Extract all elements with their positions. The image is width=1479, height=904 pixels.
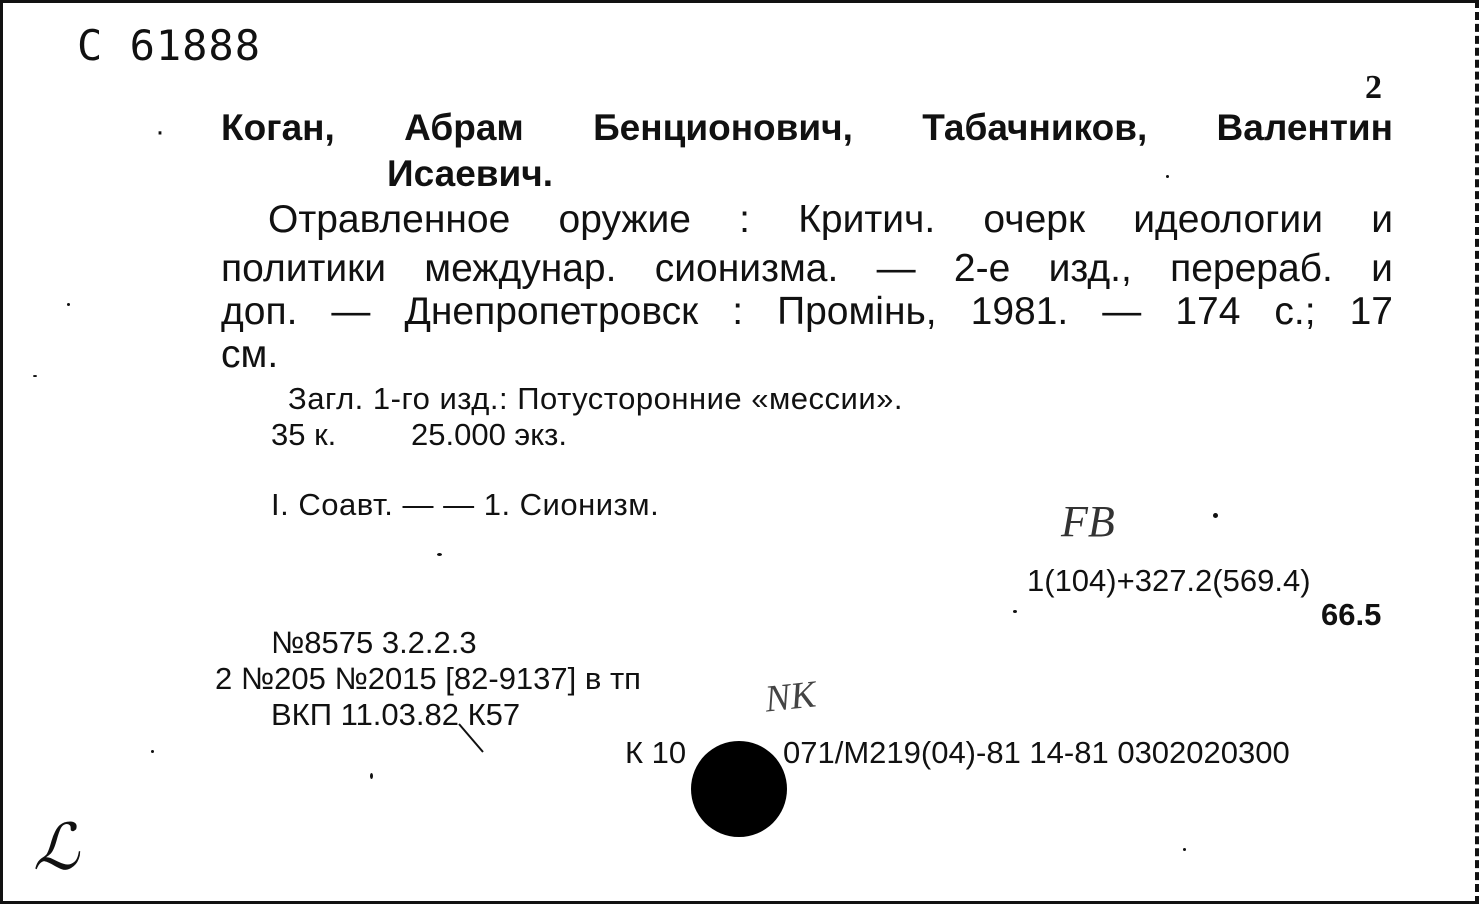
tracings: I. Соавт. — — 1. Сионизм. <box>271 487 660 522</box>
word: Бенционович, <box>593 107 853 148</box>
word: : <box>739 198 751 241</box>
author-heading-line2: Исаевич. <box>387 153 554 194</box>
publisher-code-prefix: К 10 <box>625 735 687 770</box>
title-line-2 <box>221 247 1393 291</box>
call-number: С 61888 <box>77 21 262 70</box>
word: политики <box>221 247 386 290</box>
price: 35 к. <box>271 417 337 452</box>
record-number: №8575 3.2.2.3 <box>271 625 477 660</box>
publisher-code-suffix: 071/М219(04)-81 14-81 0302020300 <box>783 735 1290 770</box>
note-line: Загл. 1-го изд.: Потусторонние «мессии». <box>288 381 904 416</box>
handwritten-signature: ℒ <box>33 812 80 883</box>
ink-speck <box>437 553 442 556</box>
word: сионизма. <box>654 247 839 290</box>
word: перераб. <box>1170 247 1333 290</box>
title-line-4: см. <box>221 333 279 376</box>
word: : <box>732 290 744 333</box>
word: Отравленное <box>268 198 511 241</box>
word: 2-е <box>953 247 1011 290</box>
word: 17 <box>1349 290 1393 333</box>
print-run: 25.000 экз. <box>411 417 567 452</box>
word: и <box>1371 247 1393 290</box>
word: Критич. <box>798 198 936 241</box>
word: — <box>876 247 916 290</box>
word: 174 <box>1175 290 1241 333</box>
word: Днепропетровск <box>404 290 699 333</box>
word: Коган, <box>221 107 335 148</box>
ink-speck <box>33 375 37 377</box>
author-heading-line1 <box>221 107 1393 149</box>
word: междунар. <box>424 247 617 290</box>
handwritten-mark: NK <box>762 673 818 721</box>
ink-speck <box>1183 848 1186 851</box>
classification-index: 1(104)+327.2(569.4) <box>1027 563 1311 598</box>
classification-index-bold: 66.5 <box>1321 597 1382 632</box>
title-line-1 <box>268 198 1393 242</box>
word: — <box>1102 290 1142 333</box>
handwritten-initials: FB <box>1061 497 1115 546</box>
ink-speck <box>1013 610 1017 613</box>
word: — <box>331 290 371 333</box>
margin-dot: · <box>155 115 165 148</box>
word: изд., <box>1048 247 1132 290</box>
word: идеологии <box>1133 198 1323 241</box>
word: Табачников, <box>922 107 1148 148</box>
ink-speck <box>370 773 373 779</box>
ink-speck <box>1213 513 1218 518</box>
title-line-3 <box>221 290 1393 334</box>
word: с.; <box>1274 290 1316 333</box>
word: Валентин <box>1216 107 1393 148</box>
ink-speck <box>1166 175 1169 178</box>
word: 1981. <box>970 290 1069 333</box>
pencil-stroke <box>453 718 493 758</box>
ink-speck <box>67 303 70 306</box>
word: и <box>1371 198 1393 241</box>
order-line: 2 №205 №2015 [82-9137] в тп <box>215 661 641 696</box>
word: очерк <box>983 198 1086 241</box>
copies-mark: 2 <box>1365 69 1382 106</box>
ink-blot <box>691 741 787 837</box>
word: Абрам <box>404 107 524 148</box>
vkp-line: ВКП 11.03.82 К57 <box>271 697 521 732</box>
word: оружие <box>558 198 691 241</box>
ink-speck <box>151 750 154 753</box>
word: Промінь, <box>777 290 937 333</box>
word: доп. <box>221 290 298 333</box>
